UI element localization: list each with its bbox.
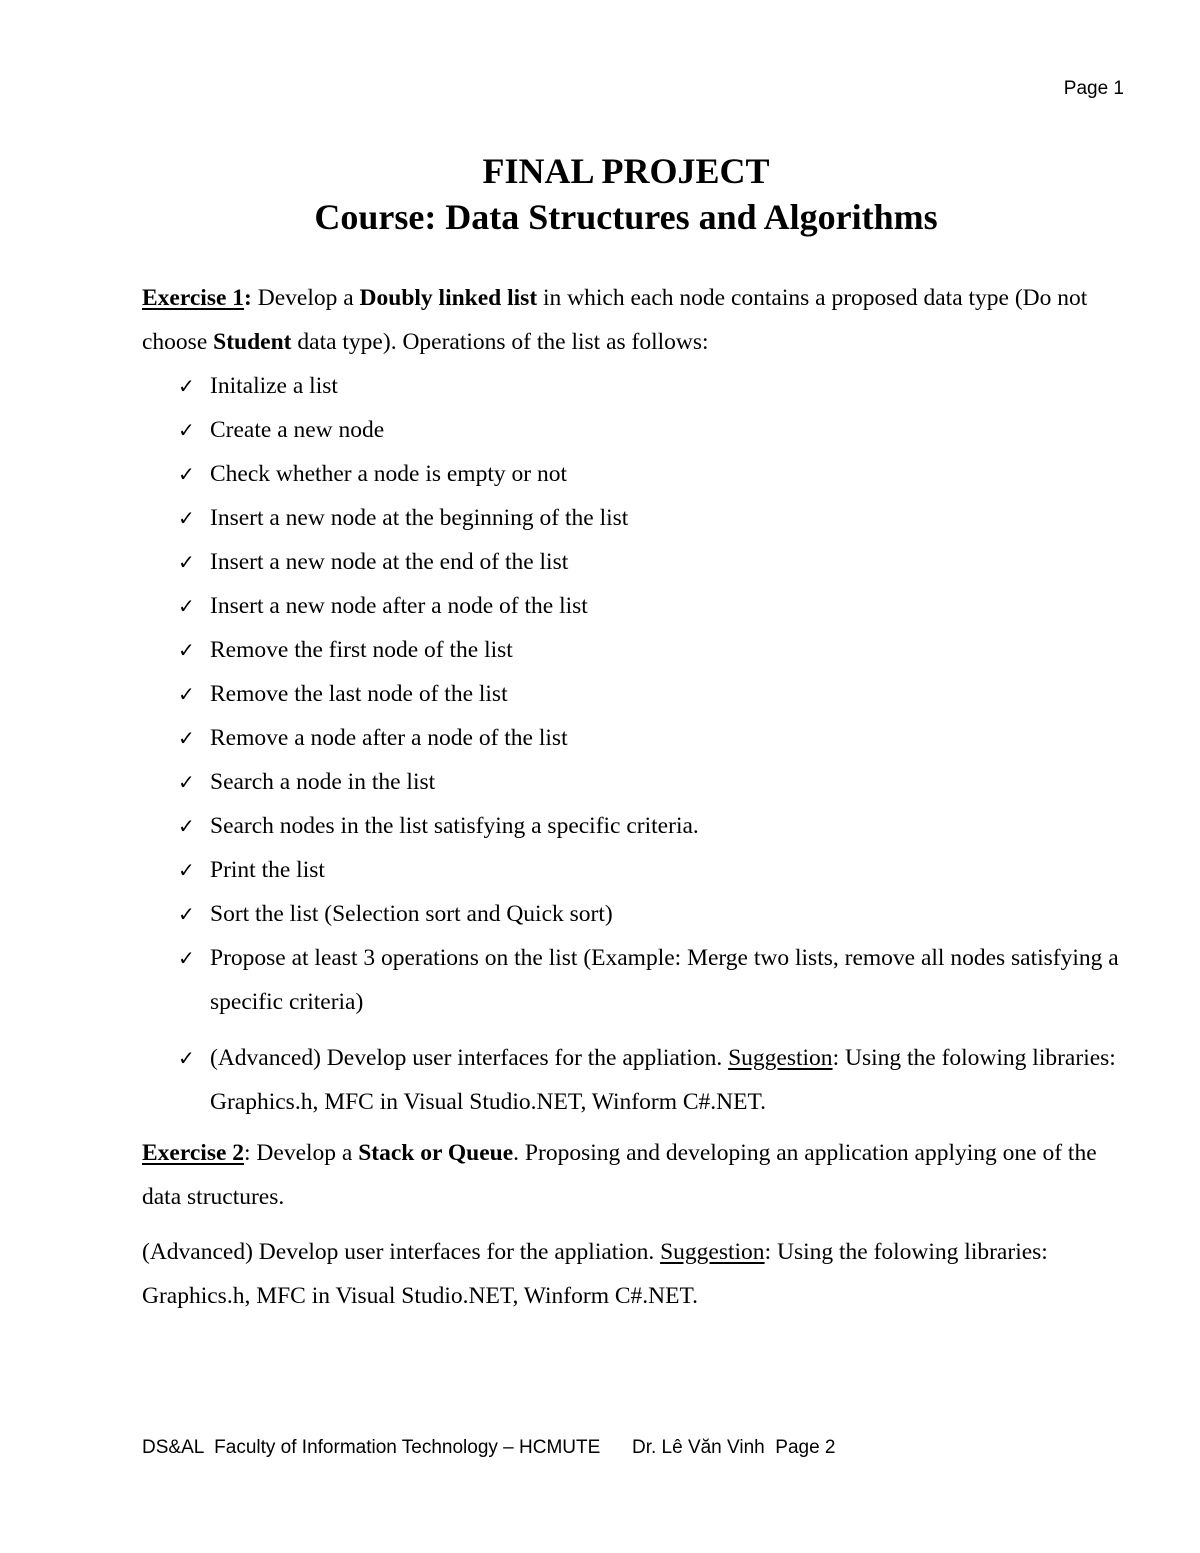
list-item bbox=[142, 452, 1132, 496]
list-item bbox=[142, 716, 1132, 760]
list-item bbox=[142, 364, 1132, 408]
exercise-2-bold-stack-or-queue: Stack or Queue bbox=[358, 1140, 514, 1166]
exercise-1-text-a: Develop a bbox=[251, 285, 360, 311]
list-item-text: Print the list bbox=[210, 857, 325, 883]
checkmark-icon: ✓ bbox=[178, 418, 195, 442]
page-number: Page 1 bbox=[1063, 78, 1124, 99]
list-item bbox=[142, 584, 1132, 628]
list-item bbox=[142, 848, 1132, 892]
operations-checklist bbox=[142, 364, 1132, 1124]
list-item bbox=[142, 760, 1132, 804]
list-item-text: Remove a node after a node of the list bbox=[210, 725, 568, 751]
exercise-1-colon: : bbox=[244, 285, 252, 311]
list-item bbox=[142, 672, 1132, 716]
advanced-2-text-a: (Advanced) Develop user interfaces for the appliation. bbox=[142, 1239, 661, 1265]
checkmark-icon: ✓ bbox=[178, 682, 195, 706]
checkmark-icon: ✓ bbox=[178, 638, 195, 662]
list-item-text: Check whether a node is empty or not bbox=[210, 461, 567, 487]
list-item bbox=[142, 936, 1132, 1024]
list-item bbox=[142, 540, 1132, 584]
list-item-text: Search nodes in the list satisfying a specific criteria. bbox=[210, 813, 699, 839]
list-item bbox=[142, 496, 1132, 540]
list-item-text: Remove the first node of the list bbox=[210, 637, 513, 663]
list-item-text: Insert a new node after a node of the list bbox=[210, 593, 588, 619]
checkmark-icon: ✓ bbox=[178, 814, 195, 838]
list-item-text: Propose at least 3 operations on the list (Example: Merge two lists, remove all nodes satisfying a specific criteria) bbox=[210, 945, 1119, 1015]
exercise-2-text-a: : Develop a bbox=[244, 1140, 359, 1166]
page-footer: DS&AL Faculty of Information Technology – HCMUTE Dr. Lê Văn Vinh Page 2 bbox=[142, 1437, 836, 1458]
exercise-2-paragraph bbox=[142, 1131, 1132, 1219]
list-item-text: Create a new node bbox=[210, 417, 385, 443]
advanced-paragraph bbox=[142, 1230, 1132, 1318]
checkmark-icon: ✓ bbox=[178, 858, 195, 882]
suggestion-label: Suggestion bbox=[728, 1045, 833, 1071]
list-item bbox=[142, 804, 1132, 848]
document-title: FINAL PROJECT bbox=[482, 151, 770, 191]
list-item-text: Sort the list (Selection sort and Quick sort) bbox=[210, 901, 613, 927]
exercise-2-text-b: . Proposing and developing an application applying one of the data structures. bbox=[142, 1140, 1097, 1210]
exercise-1-intro bbox=[142, 276, 1132, 364]
exercise-1-text-b: in which each node contains a proposed data type (Do not choose bbox=[142, 285, 1088, 355]
checkmark-icon: ✓ bbox=[178, 946, 195, 970]
checkmark-icon: ✓ bbox=[178, 550, 195, 574]
checkmark-icon: ✓ bbox=[178, 374, 195, 398]
list-item-text: Initalize a list bbox=[210, 373, 338, 399]
list-item-text: Insert a new node at the beginning of the list bbox=[210, 505, 629, 531]
suggestion-label: Suggestion bbox=[660, 1239, 765, 1265]
checkmark-icon: ✓ bbox=[178, 462, 195, 486]
list-item-text: Remove the last node of the list bbox=[210, 681, 508, 707]
list-item bbox=[142, 408, 1132, 452]
list-item-advanced bbox=[142, 1036, 1132, 1124]
course-title: Course: Data Structures and Algorithms bbox=[314, 197, 938, 237]
exercise-1-bold-doubly-linked-list: Doubly linked list bbox=[359, 285, 538, 311]
checkmark-icon: ✓ bbox=[178, 726, 195, 750]
exercise-2-label: Exercise 2 bbox=[142, 1140, 245, 1166]
checkmark-icon: ✓ bbox=[178, 770, 195, 794]
checkmark-icon: ✓ bbox=[178, 902, 195, 926]
exercise-1-text-c: data type). Operations of the list as follows: bbox=[291, 329, 709, 355]
exercise-1-label: Exercise 1 bbox=[142, 285, 245, 311]
list-item-text: Search a node in the list bbox=[210, 769, 436, 795]
advanced-text-b: : Using the folowing libraries: Graphics.h, MFC in Visual Studio.NET, Winform C#.NET. bbox=[210, 1045, 1116, 1115]
advanced-text-a: (Advanced) Develop user interfaces for the appliation. bbox=[210, 1045, 729, 1071]
checkmark-icon: ✓ bbox=[178, 1046, 195, 1070]
checkmark-icon: ✓ bbox=[178, 506, 195, 530]
list-item bbox=[142, 628, 1132, 672]
exercise-1-bold-student: Student bbox=[213, 329, 292, 355]
list-item-text: Insert a new node at the end of the list bbox=[210, 549, 569, 575]
checkmark-icon: ✓ bbox=[178, 594, 195, 618]
list-item bbox=[142, 892, 1132, 936]
advanced-2-text-b: : Using the folowing libraries: Graphics.h, MFC in Visual Studio.NET, Winform C#.NET. bbox=[142, 1239, 1048, 1309]
